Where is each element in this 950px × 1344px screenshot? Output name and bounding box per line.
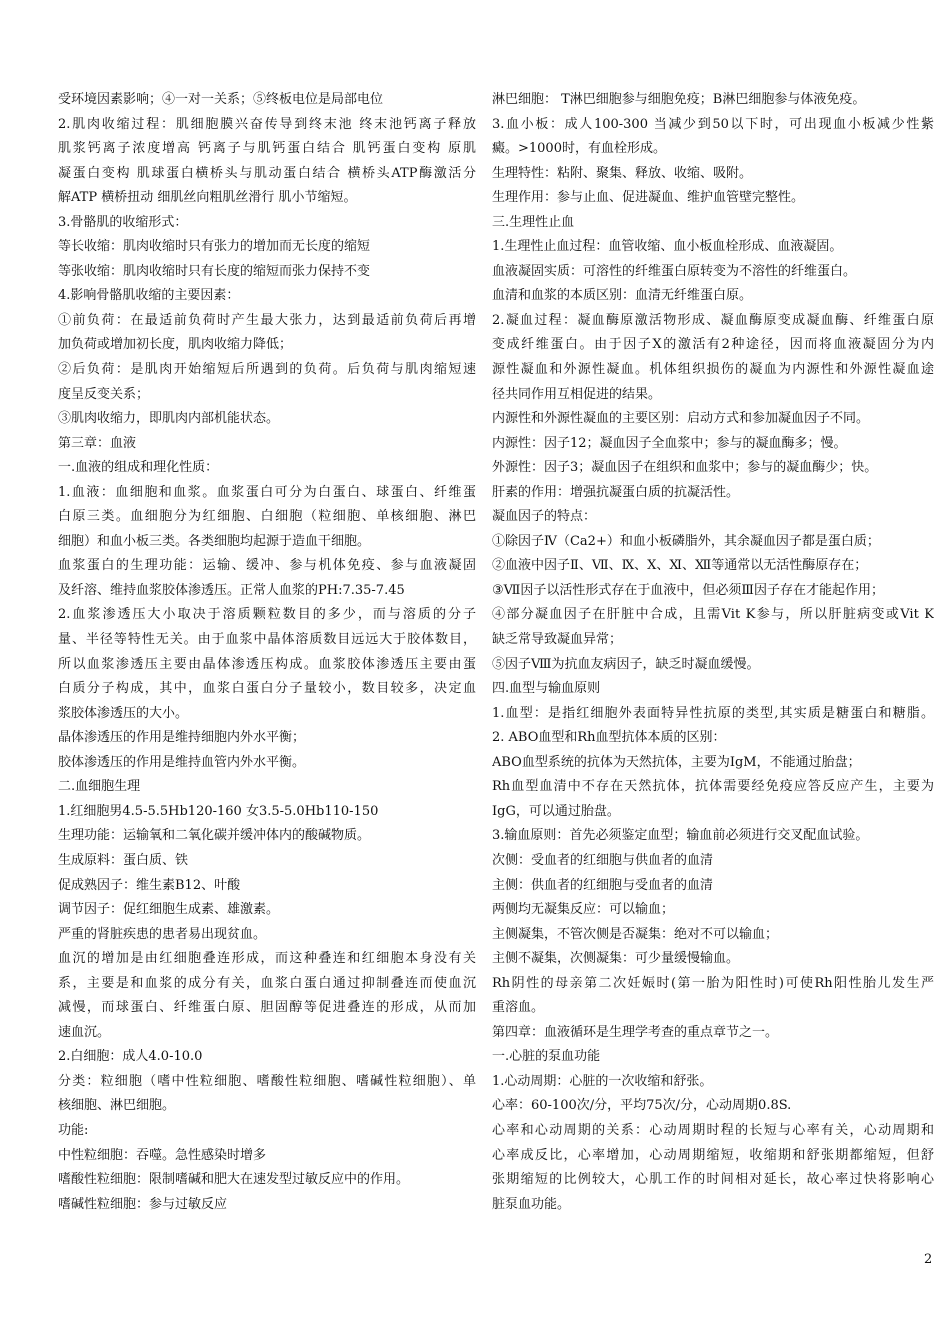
right-column-line: 第四章：血液循环是生理学考查的重点章节之一。 <box>492 1024 779 1040</box>
left-column-line: 解ATP 横桥扭动 细肌丝向粗肌丝滑行 肌小节缩短。 <box>58 190 357 206</box>
right-column-line: 肝素的作用：增强抗凝蛋白质的抗凝活性。 <box>492 484 740 500</box>
left-column-line: 调节因子：促红细胞生成素、雄激素。 <box>58 902 280 918</box>
right-column-line: Rh血型血清中不存在天然抗体，抗体需要经免疫应答反应产生，主要为 <box>492 779 934 795</box>
right-column <box>492 88 934 1217</box>
right-column-line: ABO血型系统的抗体为天然抗体，主要为IgM，不能通过胎盘； <box>492 754 861 770</box>
right-column-line: IgG，可以通过胎盘。 <box>492 803 620 819</box>
left-column-line: 系，主要是和血浆的成分有关，血浆白蛋白通过抑制叠连而使血沉 <box>58 975 476 991</box>
right-column-line: ②血液中因子Ⅱ、Ⅶ、Ⅸ、Ⅹ、Ⅺ、Ⅻ等通常以无活性酶原存在； <box>492 558 868 574</box>
right-column-line: 一.心脏的泵血功能 <box>492 1049 601 1065</box>
left-column-line: 所以血浆渗透压主要由晶体渗透压构成。血浆胶体渗透压主要由蛋 <box>58 656 476 672</box>
left-column-line: ③肌肉收缩力，即肌肉内部机能状态。 <box>58 411 280 427</box>
right-column-line: 心率和心动周期的关系：心动周期时程的长短与心率有关，心动周期和 <box>492 1122 934 1138</box>
page-number: 2 <box>924 1252 933 1267</box>
left-column-line: 嗜酸性粒细胞：限制嗜碱和肥大在速发型过敏反应中的作用。 <box>58 1172 410 1188</box>
left-column-line: 二.血细胞生理 <box>58 779 141 795</box>
left-column-line: 浆胶体渗透压的大小。 <box>58 705 189 721</box>
right-column-line: 张期缩短的比例较大，心肌工作的时间相对延长，故心率过快将影响心 <box>492 1172 934 1188</box>
right-column-line: 脏泵血功能。 <box>492 1196 571 1212</box>
left-column-line: 嗜碱性粒细胞：参与过敏反应 <box>58 1196 228 1212</box>
right-column-line: 主侧不凝集，次侧凝集：可少量缓慢输血。 <box>492 951 740 967</box>
left-column-line: 严重的肾脏疾患的患者易出现贫血。 <box>58 926 267 942</box>
right-column-line: 外源性：因子3；凝血因子在组织和血浆中；参与的凝血酶少；快。 <box>492 460 878 476</box>
right-column-line: 淋巴细胞： T淋巴细胞参与细胞免疫；B淋巴细胞参与体液免疫。 <box>492 92 866 107</box>
left-column-line: 等长收缩：肌肉收缩时只有张力的增加而无长度的缩短 <box>58 239 371 255</box>
left-column-line: 等张收缩：肌肉收缩时只有长度的缩短而张力保持不变 <box>58 263 371 279</box>
left-column-line: 速血沉。 <box>58 1024 111 1040</box>
left-column-line: 晶体渗透压的作用是维持细胞内外水平衡； <box>58 730 306 746</box>
right-column-line: 主侧：供血者的红细胞与受血者的血清 <box>492 877 714 893</box>
left-column-line: 加负荷或增加初长度，肌肉收缩力降低； <box>58 337 293 353</box>
right-column-line: 心率成反比，心率增加，心动周期缩短，收缩期和舒张期都缩短，但舒 <box>492 1147 934 1163</box>
left-column-line: 促成熟因子：维生素B12、叶酸 <box>58 877 241 893</box>
left-column-line: 减慢，而球蛋白、纤维蛋白原、胆固醇等促进叠连的形成，从而加 <box>58 1000 476 1016</box>
right-column-line: 内源性：因子12；凝血因子全血浆中；参与的凝血酶多；慢。 <box>492 435 847 451</box>
right-column-line: 重溶血。 <box>492 1000 545 1016</box>
left-column-line: 2.白细胞：成人4.0-10.0 <box>58 1049 203 1065</box>
left-column-line: 第三章：血液 <box>58 435 137 451</box>
right-column-line: ④部分凝血因子在肝脏中合成，且需Vit K参与，所以肝脏病变或Vit K <box>492 607 934 623</box>
left-column-line: 肌浆钙离子浓度增高 钙离子与肌钙蛋白结合 肌钙蛋白变构 原肌 <box>58 141 476 157</box>
right-column-line: 3.血小板：成人100-300 当减少到50以下时，可出现血小板减少性紫 <box>492 116 934 132</box>
right-column-line: 1.生理性止血过程：血管收缩、血小板血栓形成、血液凝固。 <box>492 239 843 255</box>
right-column-line: 生理作用：参与止血、促进凝血、维护血管壁完整性。 <box>492 190 805 206</box>
left-column-line: 分类：粒细胞（嗜中性粒细胞、嗜酸性粒细胞、嗜碱性粒细胞）、单 <box>58 1073 476 1089</box>
left-column-line: 量、半径等特性无关。由于血浆中晶体溶质数目远远大于胶体数目， <box>58 632 476 648</box>
right-column-line: 变成纤维蛋白。由于因子X的激活有2种途径，因而将血液凝固分为内 <box>492 337 934 353</box>
right-column-line: 内源性和外源性凝血的主要区别：启动方式和参加凝血因子不同。 <box>492 411 870 427</box>
left-column-line: 凝蛋白变构 肌球蛋白横桥头与肌动蛋白结合 横桥头ATP酶激活分 <box>58 165 476 181</box>
left-column-line: 4.影响骨骼肌收缩的主要因素： <box>58 288 240 304</box>
right-column-line: 癜。>1000时，有血栓形成。 <box>492 141 666 157</box>
left-column-line: 胶体渗透压的作用是维持血管内外水平衡。 <box>58 754 306 770</box>
right-column-line: ①除因子Ⅳ（Ca2+）和血小板磷脂外，其余凝血因子都是蛋白质； <box>492 533 880 549</box>
left-column-line: 1.红细胞男4.5-5.5Hb120-160 女3.5-5.0Hb110-150 <box>58 803 379 819</box>
right-column-line: 凝血因子的特点： <box>492 509 597 525</box>
left-column <box>58 88 476 1217</box>
right-column-line: ⑤因子Ⅷ为抗血友病因子，缺乏时凝血缓慢。 <box>492 656 760 672</box>
right-column-line: 1.心动周期：心脏的一次收缩和舒张。 <box>492 1073 713 1089</box>
left-column-line: 核细胞、淋巴细胞。 <box>58 1098 176 1114</box>
right-column-line: 四.血型与输血原则 <box>492 681 601 697</box>
left-column-line: 血浆蛋白的生理功能：运输、缓冲、参与机体免疫、参与血液凝固 <box>58 558 476 574</box>
right-column-line: 生理特性：粘附、聚集、释放、收缩、吸附。 <box>492 165 753 181</box>
left-column-line: 3.骨骼肌的收缩形式： <box>58 214 188 230</box>
right-column-line: ③Ⅶ因子以活性形式存在于血液中，但必须Ⅲ因子存在才能起作用； <box>492 582 884 598</box>
right-column-line: 血清和血浆的本质区别：血清无纤维蛋白原。 <box>492 288 753 304</box>
left-column-line: 白质分子构成，其中，血浆白蛋白分子量较小，数目较多，决定血 <box>58 681 476 697</box>
right-column-line: 缺乏常导致凝血异常； <box>492 632 623 648</box>
right-column-line: 1.血型：是指红细胞外表面特异性抗原的类型,其实质是糖蛋白和糖脂。 <box>492 705 934 721</box>
left-column-line: 中性粒细胞：吞噬。急性感染时增多 <box>58 1147 267 1163</box>
right-column-line: 主侧凝集，不管次侧是否凝集：绝对不可以输血； <box>492 926 779 942</box>
right-column-line: 血液凝固实质：可溶性的纤维蛋白原转变为不溶性的纤维蛋白。 <box>492 263 857 279</box>
left-column-line: 功能: <box>58 1122 89 1138</box>
left-column-line: 1.血液：血细胞和血浆。血浆蛋白可分为白蛋白、球蛋白、纤维蛋 <box>58 484 476 500</box>
left-column-line: 受环境因素影响；④一对一关系；⑤终板电位是局部电位 <box>58 92 384 107</box>
left-column-line: 生理功能：运输氧和二氧化碳并缓冲体内的酸碱物质。 <box>58 828 371 844</box>
right-column-line: Rh阴性的母亲第二次妊娠时(第一胎为阳性时)可使Rh阳性胎儿发生严 <box>492 975 934 991</box>
left-column-line: ②后负荷：是肌肉开始缩短后所遇到的负荷。后负荷与肌肉缩短速 <box>58 362 476 378</box>
left-column-line: ①前负荷：在最适前负荷时产生最大张力，达到最适前负荷后再增 <box>58 312 476 328</box>
right-column-line: 源性凝血和外源性凝血。机体组织损伤的凝血为内源性和外源性凝血途 <box>492 362 934 378</box>
left-column-line: 2.血浆渗透压大小取决于溶质颗粒数目的多少，而与溶质的分子 <box>58 607 476 623</box>
left-column-line: 血沉的增加是由红细胞叠连形成，而这种叠连和红细胞本身没有关 <box>58 951 476 967</box>
left-column-line: 白原三类。血细胞分为红细胞、白细胞（粒细胞、单核细胞、淋巴 <box>58 509 476 525</box>
right-column-line: 两侧均无凝集反应：可以输血； <box>492 902 675 918</box>
right-column-line: 2. ABO血型和Rh血型抗体本质的区别： <box>492 730 726 746</box>
left-column-line: 细胞）和血小板三类。各类细胞均起源于造血干细胞。 <box>58 533 371 549</box>
left-column-line: 生成原料：蛋白质、铁 <box>58 852 189 868</box>
left-column-line: 2.肌肉收缩过程：肌细胞膜兴奋传导到终末池 终末池钙离子释放 <box>58 116 476 132</box>
right-column-line: 3.输血原则：首先必须鉴定血型；输血前必须进行交叉配血试验。 <box>492 828 869 844</box>
right-column-line: 心率：60-100次/分，平均75次/分，心动周期0.8S. <box>492 1098 792 1114</box>
right-column-line: 径共同作用互相促进的结果。 <box>492 386 662 402</box>
right-column-line: 三.生理性止血 <box>492 214 575 230</box>
left-column-line: 一.血液的组成和理化性质： <box>58 460 219 476</box>
left-column-line: 及纤溶、维持血浆胶体渗透压。正常人血浆的PH:7.35-7.45 <box>58 582 405 598</box>
left-column-line: 度呈反变关系； <box>58 386 150 402</box>
right-column-line: 次侧：受血者的红细胞与供血者的血清 <box>492 852 714 868</box>
right-column-line: 2.凝血过程：凝血酶原激活物形成、凝血酶原变成凝血酶、纤维蛋白原 <box>492 312 934 328</box>
